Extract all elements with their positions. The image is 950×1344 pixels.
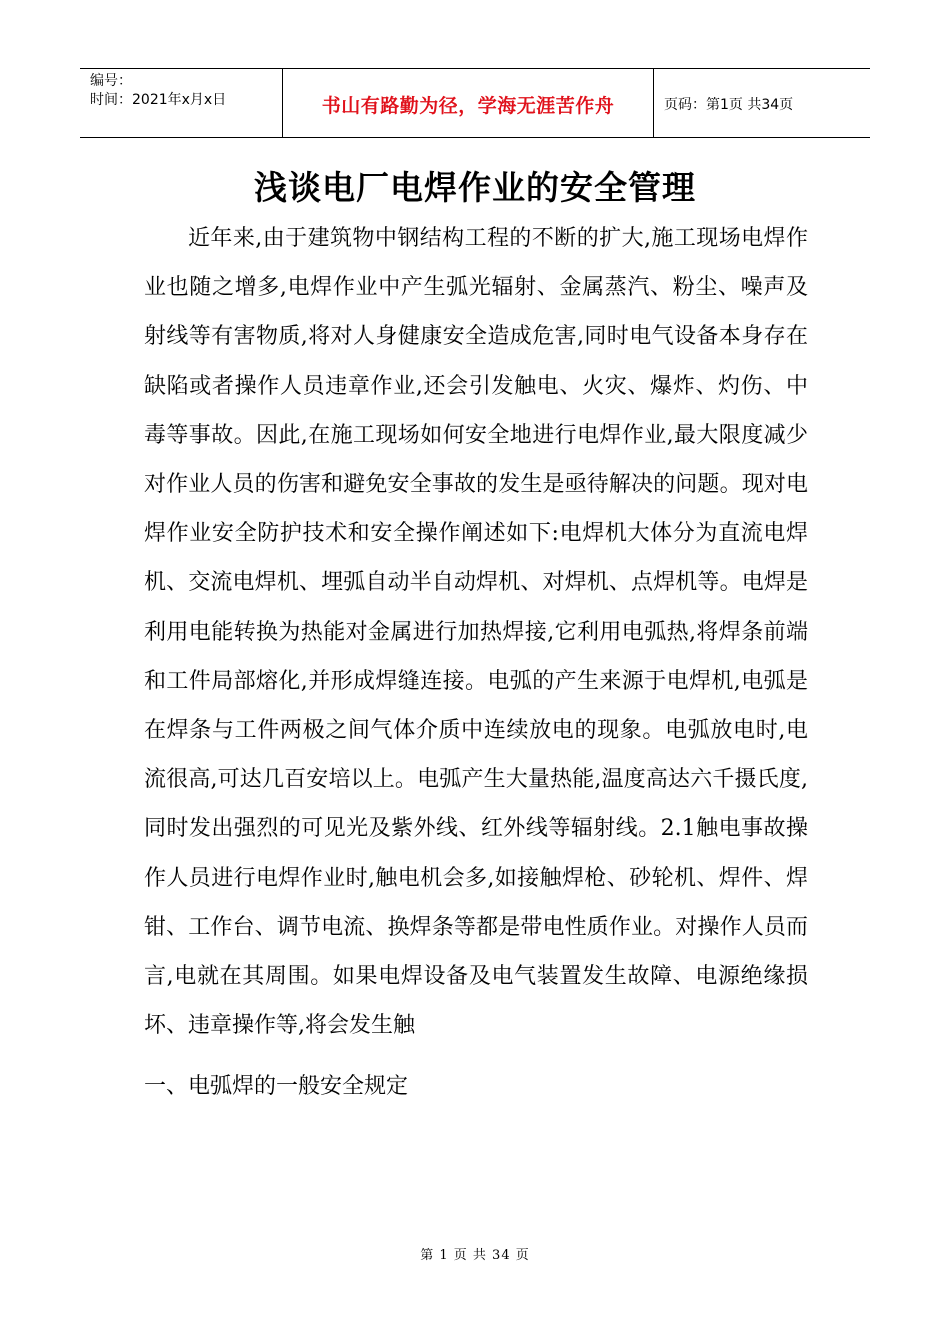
page-footer: 第 1 页 共 34 页 [420, 1248, 530, 1263]
section-heading: 一、电弧焊的一般安全规定 [144, 1074, 409, 1099]
header-page-info: 页码：第1页 共34页 [664, 97, 794, 113]
document-date-label: 时间：2021年x月x日 [90, 92, 227, 108]
header-slogan: 书山有路勤为径，学海无涯苦作舟 [282, 69, 654, 137]
document-title: 浅谈电厂电焊作业的安全管理 [254, 168, 696, 207]
document-number-label: 编号： [90, 73, 132, 89]
header-meta-cell [80, 69, 282, 137]
body-paragraph: 近年来,由于建筑物中钢结构工程的不断的扩大,施工现场电焊作业也随之增多,电焊作业中产生弧光辐射、金属蒸汽、粉尘、噪声及射线等有害物质,将对人身健康安全造成危害,同时电气设备本身存在缺陷或者操作人员违章作业,还会引发触电、火灾、爆炸、灼伤、中毒等事故。因此,在施工现场如何安全地进行电焊作业,最大限度减少对作业人员的伤害和避免安全事故的发生是亟待解决的问题。现对电焊作业安全防护技术和安全操作阐述如下:电焊机大体分为直流电焊机、交流电焊机、埋弧自动半自动焊机、对焊机、点焊机等。电焊是利用电能转换为热能对金属进行加热焊接,它利用电弧热,将焊条前端和工件局部熔化,并形成焊缝连接。电弧的产生来源于电焊机,电弧是在焊条与工件两极之间气体介质中连续放电的现象。电弧放电时,电流很高,可达几百安培以上。电弧产生大量热能,温度高达六千摄氏度,同时发出强烈的可见光及紫外线、红外线等辐射线。2.1触电事故操作人员进行电焊作业时,触电机会多,如接触焊枪、砂轮机、焊件、焊钳、工作台、调节电流、换焊条等都是带电性质作业。对操作人员而言,电就在其周围。如果电焊设备及电气装置发生故障、电源绝缘损坏、违章操作等,将会发生触 [144, 226, 808, 1039]
header-table [80, 68, 870, 138]
